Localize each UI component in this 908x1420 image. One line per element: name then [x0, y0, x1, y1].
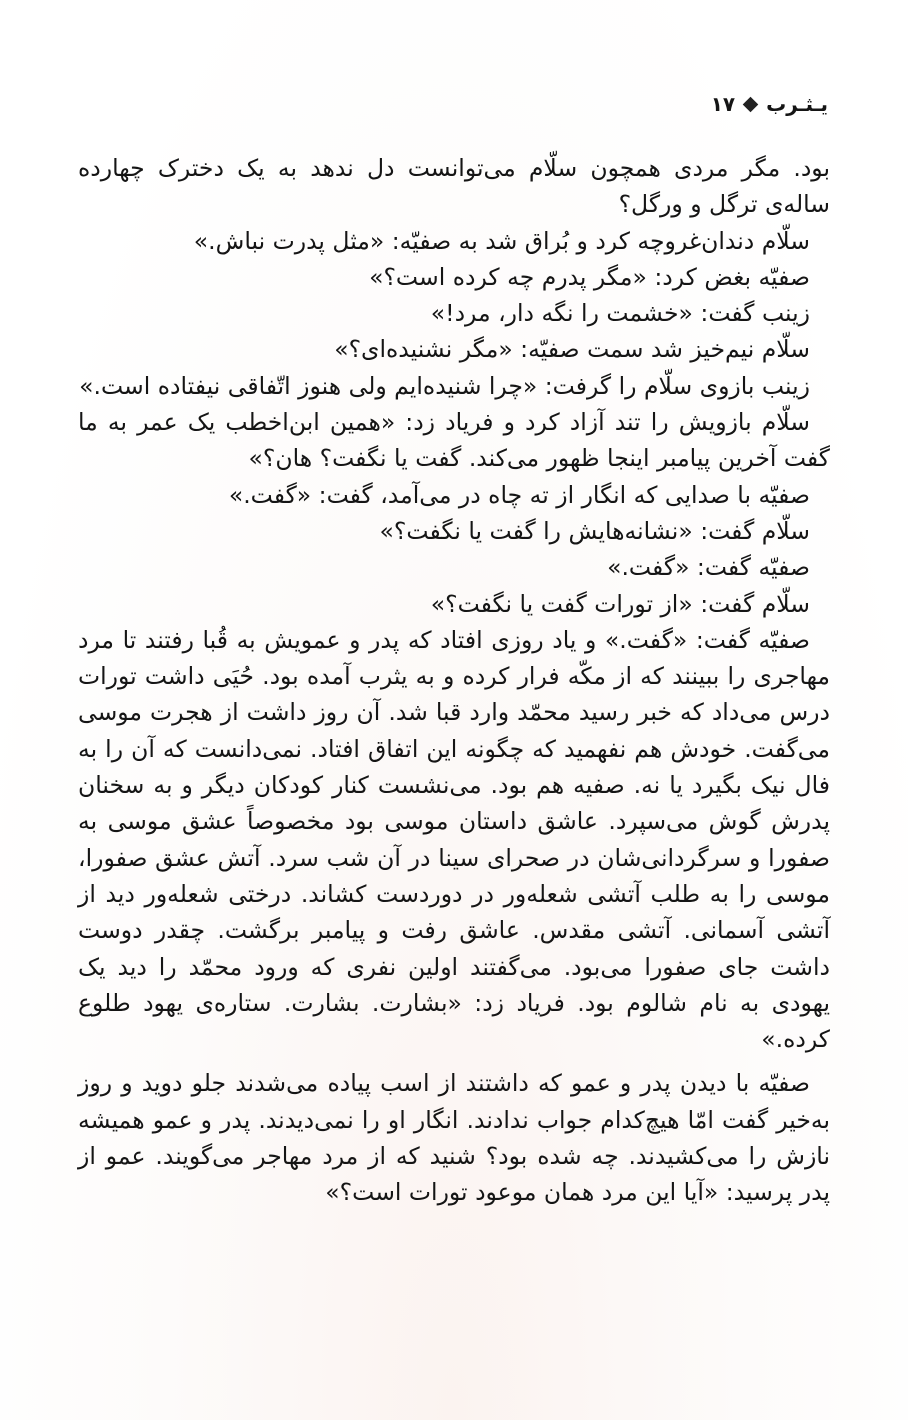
paragraph: صفیّه گفت: «گفت.» [607, 553, 810, 582]
body-text [78, 150, 830, 1211]
paragraph: سلّام گفت: «از تورات گفت یا نگفت؟» [430, 589, 810, 618]
paragraph: صفیّه بغض کرد: «مگر پدرم چه کرده است؟» [369, 262, 810, 291]
paragraph: صفیّه با صدایی که انگار از ته چاه در می‌آمد، گفت: «گفت.» [228, 480, 810, 509]
paragraph: صفیّه گفت: «گفت.» و یاد روزی افتاد که پدر و عمویش به قُبا رفتند تا مرد مهاجری را ببینند که از مکّه فرار کرده و به یثرب آمده بود. حُیَی داشت تورات درس می‌داد که خبر رسید محمّد وارد قبا شد. آن روز داشت از هجرت موسی می‌گفت. خودش هم نفهمید که چگونه این اتفاق افتاد. نمی‌دانست که آن را به فال نیک بگیرد یا نه. صفیه هم بود. می‌نشست کنار کودکان دیگر و به سخنان پدرش گوش می‌سپرد. عاشق داستان موسی بود مخصوصاً عشق موسی به صفورا و سرگردانی‌شان در صحرای سینا در آن شب سرد. آتش عشق صفورا، موسی را به طلب آتشی شعله‌ور در دوردست کشاند. درختی شعله‌ور دید از آتشی آسمانی. آتشی مقدس. عاشق رفت و پیامبر برگشت. چقدر دوست داشت جای صفورا می‌بود. می‌گفتند اولین نفری که ورود محمّد را دید یک یهودی به نام شالوم بود. فریاد زد: «بشارت. بشارت. ستاره‌ی یهود طلوع کرده.» [78, 625, 830, 1054]
paragraph: سلّام گفت: «نشانه‌هایش را گفت یا نگفت؟» [379, 516, 810, 545]
running-header [0, 92, 908, 116]
paragraph: زینب گفت: «خشمت را نگه دار، مرد!» [430, 299, 810, 328]
paragraph: سلّام نیم‌خیز شد سمت صفیّه: «مگر نشنیده‌ای؟» [334, 335, 810, 364]
paragraph: سلّام دندان‌غروچه کرد و بُراق شد به صفیّه: «مثل پدرت نباش.» [193, 226, 810, 255]
paragraph: بود. مگر مردی همچون سلّام می‌توانست دل ندهد به یک دخترک چهارده ساله‌ی ترگل و ورگل؟ [78, 154, 830, 219]
page-number: ۱۷ [710, 92, 736, 116]
paragraph: سلّام بازویش را تند آزاد کرد و فریاد زد: «همین ابن‌اخطب یک عمر به ما گفت آخرین پیامبر اینجا ظهور می‌کند. گفت یا نگفت؟ هان؟» [78, 408, 830, 473]
paragraph: صفیّه با دیدن پدر و عمو که داشتند از اسب پیاده می‌شدند جلو دوید و روز به‌خیر گفت امّا هیچ‌کدام جواب ندادند. انگار او را نمی‌دیدند. پدر و عمو همیشه نازش را می‌کشیدند. چه شده بود؟ شنید که از مرد مهاجر می‌گویند. عمو از پدر پرسید: «آیا این مرد همان موعود تورات است؟» [78, 1069, 830, 1207]
diamond-icon [743, 96, 759, 112]
book-title: یـثـرب [766, 92, 828, 116]
paragraph: زینب بازوی سلّام را گرفت: «چرا شنیده‌ایم ولی هنوز اتّفاقی نیفتاده است.» [79, 371, 810, 400]
